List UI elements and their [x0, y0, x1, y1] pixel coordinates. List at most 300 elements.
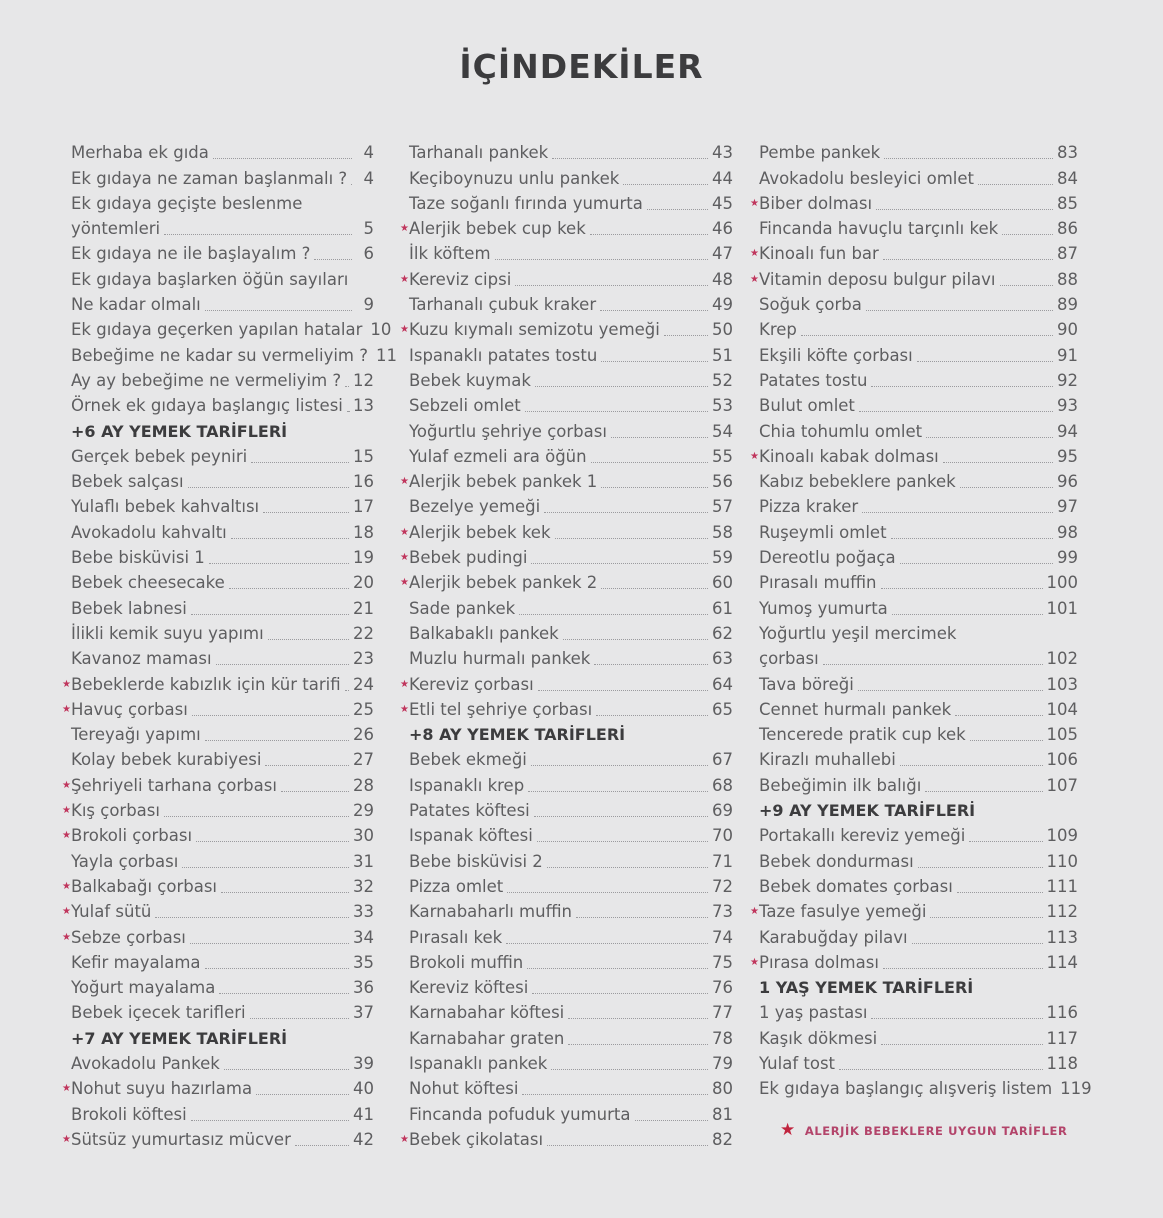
page-number: 110: [1046, 851, 1078, 871]
entry-title: Yumoş yumurta: [759, 598, 888, 618]
toc-entry: [750, 923, 1078, 948]
page-number: 80: [712, 1079, 733, 1099]
star-placeholder: [62, 395, 70, 417]
toc-entry: [750, 518, 1078, 543]
allergy-star-icon: ★: [400, 678, 409, 690]
toc-entry: [400, 696, 733, 721]
entry-title: Karnabaharlı muffin: [409, 902, 572, 922]
entry-title: Alerjik bebek pankek 1: [409, 472, 598, 492]
dot-leader: [531, 765, 708, 766]
page-number: 25: [353, 699, 374, 719]
section-title: 1 YAŞ YEMEK TARİFLERİ: [759, 978, 974, 998]
star-placeholder: [62, 193, 70, 215]
entry-title: Tava böreği: [759, 674, 854, 694]
star-placeholder: [62, 269, 70, 291]
dot-leader: [600, 310, 708, 311]
allergy-star-icon: ★: [750, 956, 759, 968]
toc-entry: [62, 240, 374, 265]
dot-leader: [957, 892, 1043, 893]
entry-title: Pizza omlet: [409, 876, 504, 896]
toc-entry: [62, 1126, 374, 1151]
toc-section-heading: [62, 1024, 374, 1049]
page-number: 81: [712, 1104, 733, 1124]
toc-entry: [400, 873, 733, 898]
page-number: 78: [712, 1028, 733, 1048]
entry-title: Nohut suyu hazırlama: [71, 1079, 253, 1099]
page-number: 68: [712, 775, 733, 795]
page-number: 65: [712, 699, 733, 719]
star-placeholder: [62, 496, 70, 518]
toc-entry: [62, 746, 374, 771]
entry-title: Şehriyeli tarhana çorbası: [71, 775, 277, 795]
dot-leader: [196, 841, 349, 842]
toc-entry: [62, 316, 392, 341]
entry-title: Kolay bebek kurabiyesi: [71, 750, 262, 770]
page-number: 113: [1046, 927, 1078, 947]
star-placeholder: [750, 522, 758, 544]
page-number: 40: [353, 1079, 374, 1099]
entry-title: Yoğurtlu yeşil mercimek: [759, 623, 957, 643]
entry-title: Bebek içecek tarifleri: [71, 1003, 246, 1023]
toc-entry: [62, 923, 374, 948]
page-number: 83: [1057, 143, 1078, 163]
dot-leader: [943, 462, 1053, 463]
star-placeholder: [400, 345, 408, 367]
entry-title: yöntemleri: [71, 219, 161, 239]
star-placeholder: [750, 977, 758, 999]
page-number: 31: [353, 851, 374, 871]
page-number: 82: [712, 1129, 733, 1149]
page-number: 59: [712, 548, 733, 568]
entry-title: 1 yaş pastası: [759, 1003, 868, 1023]
allergy-star-icon: ★: [400, 476, 409, 488]
dot-leader: [507, 892, 708, 893]
dot-leader: [345, 690, 349, 691]
toc-entry: [750, 215, 1078, 240]
star-placeholder: [750, 345, 758, 367]
entry-title: Krep: [759, 320, 797, 340]
dot-leader: [191, 1120, 349, 1121]
dot-leader: [347, 411, 349, 412]
entry-title: Yulaf ezmeli ara öğün: [409, 446, 587, 466]
entry-title: Kabız bebeklere pankek: [759, 472, 956, 492]
dot-leader: [594, 664, 708, 665]
toc-entry: [400, 265, 733, 290]
star-placeholder: [400, 952, 408, 974]
dot-leader: [892, 614, 1043, 615]
entry-title: Bebek labnesi: [71, 598, 187, 618]
entry-title: Bebek salçası: [71, 472, 184, 492]
toc-entry: [400, 974, 733, 999]
entry-title: Yulaflı bebek kahvaltısı: [71, 497, 260, 517]
dot-leader: [531, 563, 708, 564]
dot-leader: [538, 690, 708, 691]
allergy-star-icon: ★: [400, 324, 409, 336]
entry-title: Ek gıdaya ne zaman başlanmalı ?: [71, 168, 348, 188]
dot-leader: [883, 968, 1043, 969]
allergy-star-icon: ★: [62, 931, 71, 943]
star-placeholder: [750, 648, 758, 670]
allergy-star-icon: ★: [400, 273, 409, 285]
page-number: 33: [353, 902, 374, 922]
page-number: 62: [712, 623, 733, 643]
toc-entry: [62, 1100, 374, 1125]
toc-entry: [750, 417, 1078, 442]
entry-title: Kış çorbası: [71, 801, 160, 821]
page-number: 28: [353, 775, 374, 795]
page-number: 93: [1057, 396, 1078, 416]
entry-title: Alerjik bebek pankek 2: [409, 573, 598, 593]
entry-title: Pizza kraker: [759, 497, 859, 517]
entry-title: Taze fasulye yemeği: [759, 902, 927, 922]
toc-entry: [62, 139, 374, 164]
dot-leader: [534, 816, 708, 817]
toc-entry: [750, 392, 1078, 417]
star-placeholder: [750, 471, 758, 493]
page-number: 9: [363, 295, 374, 315]
dot-leader: [216, 664, 349, 665]
dot-leader: [314, 259, 352, 260]
page-number: 26: [353, 725, 374, 745]
dot-leader: [611, 437, 708, 438]
page-number: 99: [1057, 548, 1078, 568]
star-placeholder: [750, 496, 758, 518]
star-placeholder: [750, 876, 758, 898]
star-placeholder: [62, 749, 70, 771]
page-number: 18: [353, 522, 374, 542]
toc-entry: [62, 164, 374, 189]
toc-entry: [62, 291, 374, 316]
entry-title: Gerçek bebek peyniri: [71, 446, 248, 466]
toc-entry: [750, 316, 1078, 341]
star-placeholder: [400, 496, 408, 518]
page-number: 73: [712, 902, 733, 922]
toc-entry: [750, 367, 1078, 392]
dot-leader: [563, 639, 708, 640]
entry-title: Ek gıdaya geçerken yapılan hatalar: [71, 320, 363, 340]
star-placeholder: [62, 1002, 70, 1024]
allergy-star-icon: ★: [62, 1083, 71, 1095]
toc-entry: [750, 847, 1078, 872]
toc-entry: [750, 1050, 1078, 1075]
page-number: 56: [712, 472, 733, 492]
dot-leader: [527, 968, 708, 969]
toc-entry: [750, 291, 1078, 316]
entry-title: Bebek kuymak: [409, 370, 531, 390]
entry-title: Avokadolu Pankek: [71, 1053, 220, 1073]
dot-leader: [182, 867, 349, 868]
entry-title: Kaşık dökmesi: [759, 1028, 878, 1048]
toc-entry: [62, 1075, 374, 1100]
toc-entry: [400, 468, 733, 493]
dot-leader: [213, 158, 352, 159]
page-number: 102: [1046, 649, 1078, 669]
entry-title: Bebeğimin ilk balığı: [759, 775, 922, 795]
star-placeholder: [750, 1053, 758, 1075]
dot-leader: [647, 209, 708, 210]
toc-entry: [62, 620, 374, 645]
star-placeholder: [400, 193, 408, 215]
toc-entry: [750, 721, 1078, 746]
toc-entry: [750, 645, 1078, 670]
entry-title: Ispanaklı krep: [409, 775, 525, 795]
allergy-star-icon: ★: [400, 552, 409, 564]
dot-leader: [568, 1044, 708, 1045]
dot-leader: [858, 690, 1043, 691]
allergy-star-icon: ★: [750, 450, 759, 462]
star-placeholder: [400, 775, 408, 797]
entry-title: Kuzu kıymalı semizotu yemeği: [409, 320, 660, 340]
entry-title: Kinoalı kabak dolması: [759, 446, 939, 466]
toc-entry: [62, 493, 374, 518]
toc-entry: [400, 771, 733, 796]
entry-title: Avokadolu besleyici omlet: [759, 168, 974, 188]
entry-title: Bebek domates çorbası: [759, 876, 953, 896]
dot-leader: [891, 538, 1053, 539]
toc-entry: [400, 139, 733, 164]
star-placeholder: [62, 345, 70, 367]
toc-entry: [750, 139, 1078, 164]
star-placeholder: [750, 294, 758, 316]
dot-leader: [900, 563, 1053, 564]
page-number: 47: [712, 244, 733, 264]
allergy-star-icon: ★: [62, 830, 71, 842]
section-title: +6 AY YEMEK TARİFLERİ: [71, 421, 288, 441]
toc-entry: [400, 443, 733, 468]
page-number: 48: [712, 269, 733, 289]
page-number: 17: [353, 497, 374, 517]
entry-title: Nohut köftesi: [409, 1079, 519, 1099]
star-placeholder: [62, 648, 70, 670]
dot-leader: [265, 765, 349, 766]
page-number: 19: [353, 548, 374, 568]
section-title: +9 AY YEMEK TARİFLERİ: [759, 801, 976, 821]
toc-entry: [62, 190, 374, 215]
star-placeholder: [750, 1078, 758, 1100]
toc-entry: [62, 443, 374, 468]
toc-section-heading: [62, 417, 374, 442]
star-placeholder: [400, 927, 408, 949]
page-number: 92: [1057, 370, 1078, 390]
entry-title: Kavanoz maması: [71, 649, 212, 669]
star-placeholder: [400, 168, 408, 190]
dot-leader: [251, 462, 349, 463]
toc-entry: [400, 341, 733, 366]
toc-entry: [750, 620, 1078, 645]
entry-title: Brokoli çorbası: [71, 826, 193, 846]
page-number: 111: [1046, 876, 1078, 896]
page-number: 90: [1057, 320, 1078, 340]
dot-leader: [547, 867, 708, 868]
page-number: 36: [353, 978, 374, 998]
toc-entry: [750, 898, 1078, 923]
dot-leader: [866, 310, 1053, 311]
page-number: 96: [1057, 472, 1078, 492]
page-number: 49: [712, 295, 733, 315]
entry-title: Ispanaklı pankek: [409, 1053, 548, 1073]
toc-entry: [62, 949, 374, 974]
entry-title: Soğuk çorba: [759, 295, 862, 315]
dot-leader: [900, 765, 1043, 766]
star-placeholder: [750, 370, 758, 392]
toc-entry: [400, 949, 733, 974]
dot-leader: [191, 614, 349, 615]
page-number: 98: [1057, 522, 1078, 542]
toc-entry: [62, 518, 374, 543]
toc-entry: [400, 1126, 733, 1151]
page-title: İÇİNDEKİLER: [459, 47, 704, 86]
dot-leader: [912, 943, 1043, 944]
page-number: 103: [1046, 674, 1078, 694]
page-number: 63: [712, 649, 733, 669]
allergy-star-icon: ★: [400, 577, 409, 589]
toc-section-heading: [750, 974, 1078, 999]
allergy-star-icon: ★: [62, 703, 71, 715]
page-number: 94: [1057, 421, 1078, 441]
star-placeholder: [62, 724, 70, 746]
dot-leader: [535, 386, 708, 387]
entry-title: Yoğurtlu şehriye çorbası: [409, 421, 607, 441]
star-placeholder: [62, 370, 70, 392]
star-placeholder: [400, 395, 408, 417]
toc-entry: [400, 569, 733, 594]
toc-entry: [400, 417, 733, 442]
entry-title: çorbası: [759, 649, 819, 669]
entry-title: Vitamin deposu bulgur pilavı: [759, 269, 996, 289]
entry-title: Ispanak köftesi: [409, 826, 533, 846]
page-number: 23: [353, 649, 374, 669]
entry-title: Ek gıdaya geçişte beslenme: [71, 193, 303, 213]
page-number: 105: [1046, 725, 1078, 745]
dot-leader: [969, 841, 1042, 842]
allergy-star-icon: ★: [62, 906, 71, 918]
entry-title: Fincanda havuçlu tarçınlı kek: [759, 219, 999, 239]
dot-leader: [871, 386, 1053, 387]
star-placeholder: [62, 1053, 70, 1075]
dot-leader: [576, 917, 708, 918]
dot-leader: [839, 1069, 1042, 1070]
entry-title: Yulaf sütü: [71, 902, 152, 922]
dot-leader: [506, 943, 708, 944]
entry-title: Taze soğanlı fırında yumurta: [409, 193, 643, 213]
dot-leader: [229, 588, 349, 589]
star-placeholder: [62, 623, 70, 645]
star-placeholder: [400, 876, 408, 898]
section-title: +8 AY YEMEK TARİFLERİ: [409, 725, 626, 745]
entry-title: Etli tel şehriye çorbası: [409, 699, 593, 719]
star-placeholder: [400, 1078, 408, 1100]
star-placeholder: [62, 977, 70, 999]
toc-entry: [400, 215, 733, 240]
star-icon: ★: [780, 1120, 796, 1140]
toc-entry: [750, 468, 1078, 493]
dot-leader: [859, 411, 1053, 412]
entry-title: Bebek cheesecake: [71, 573, 225, 593]
page-number: 75: [712, 952, 733, 972]
toc-entry: [400, 923, 733, 948]
toc-entry: [400, 190, 733, 215]
entry-title: Bebek pudingi: [409, 548, 528, 568]
star-placeholder: [62, 1104, 70, 1126]
toc-entry: [400, 493, 733, 518]
dot-leader: [192, 715, 349, 716]
dot-leader: [205, 968, 349, 969]
page-number: 34: [353, 927, 374, 947]
entry-title: Bebe bisküvisi 1: [71, 548, 205, 568]
toc-entry: [62, 670, 374, 695]
toc-entry: [400, 1100, 733, 1125]
dot-leader: [871, 1018, 1042, 1019]
star-placeholder: [62, 598, 70, 620]
page-number: 70: [712, 826, 733, 846]
entry-title: Bebeklerde kabızlık için kür tarifi: [71, 674, 341, 694]
star-placeholder: [400, 294, 408, 316]
toc-entry: [750, 190, 1078, 215]
star-placeholder: [62, 851, 70, 873]
page-number: 77: [712, 1003, 733, 1023]
star-placeholder: [400, 1002, 408, 1024]
star-placeholder: [750, 749, 758, 771]
star-placeholder: [62, 471, 70, 493]
dot-leader: [250, 1018, 349, 1019]
toc-entry: [400, 544, 733, 569]
toc-entry: [400, 1024, 733, 1049]
dot-leader: [190, 943, 349, 944]
page-number: 116: [1046, 1003, 1078, 1023]
toc-entry: [62, 215, 374, 240]
toc-entry: [62, 999, 374, 1024]
page-number: 51: [712, 345, 733, 365]
dot-leader: [205, 310, 352, 311]
dot-leader: [295, 1145, 349, 1146]
toc-entry: [750, 696, 1078, 721]
entry-title: Bezelye yemeği: [409, 497, 541, 517]
dot-leader: [519, 614, 708, 615]
entry-title: Bebe bisküvisi 2: [409, 851, 543, 871]
toc-section-heading: [750, 797, 1078, 822]
star-placeholder: [62, 522, 70, 544]
star-placeholder: [750, 623, 758, 645]
star-placeholder: [750, 547, 758, 569]
star-placeholder: [62, 547, 70, 569]
star-placeholder: [400, 243, 408, 265]
page-number: 20: [353, 573, 374, 593]
allergy-star-icon: ★: [400, 1133, 409, 1145]
entry-title: Avokadolu kahvaltı: [71, 522, 227, 542]
toc-entry: [400, 999, 733, 1024]
dot-leader: [525, 411, 708, 412]
dot-leader: [601, 588, 708, 589]
entry-title: Portakallı kereviz yemeği: [759, 826, 966, 846]
page-number: 55: [712, 446, 733, 466]
star-placeholder: [400, 825, 408, 847]
dot-leader: [881, 1044, 1042, 1045]
entry-title: Sebzeli omlet: [409, 396, 521, 416]
entry-title: Cennet hurmalı pankek: [759, 699, 952, 719]
dot-leader: [495, 259, 708, 260]
star-placeholder: [62, 294, 70, 316]
page-number: 107: [1046, 775, 1078, 795]
star-placeholder: [62, 952, 70, 974]
toc-entry: [750, 164, 1078, 189]
entry-title: Ekşili köfte çorbası: [759, 345, 913, 365]
toc-entry: [400, 797, 733, 822]
entry-title: Balkabağı çorbası: [71, 876, 217, 896]
page-number: 12: [353, 370, 374, 390]
page-number: 60: [712, 573, 733, 593]
entry-title: Pembe pankek: [759, 143, 881, 163]
dot-leader: [970, 740, 1043, 741]
